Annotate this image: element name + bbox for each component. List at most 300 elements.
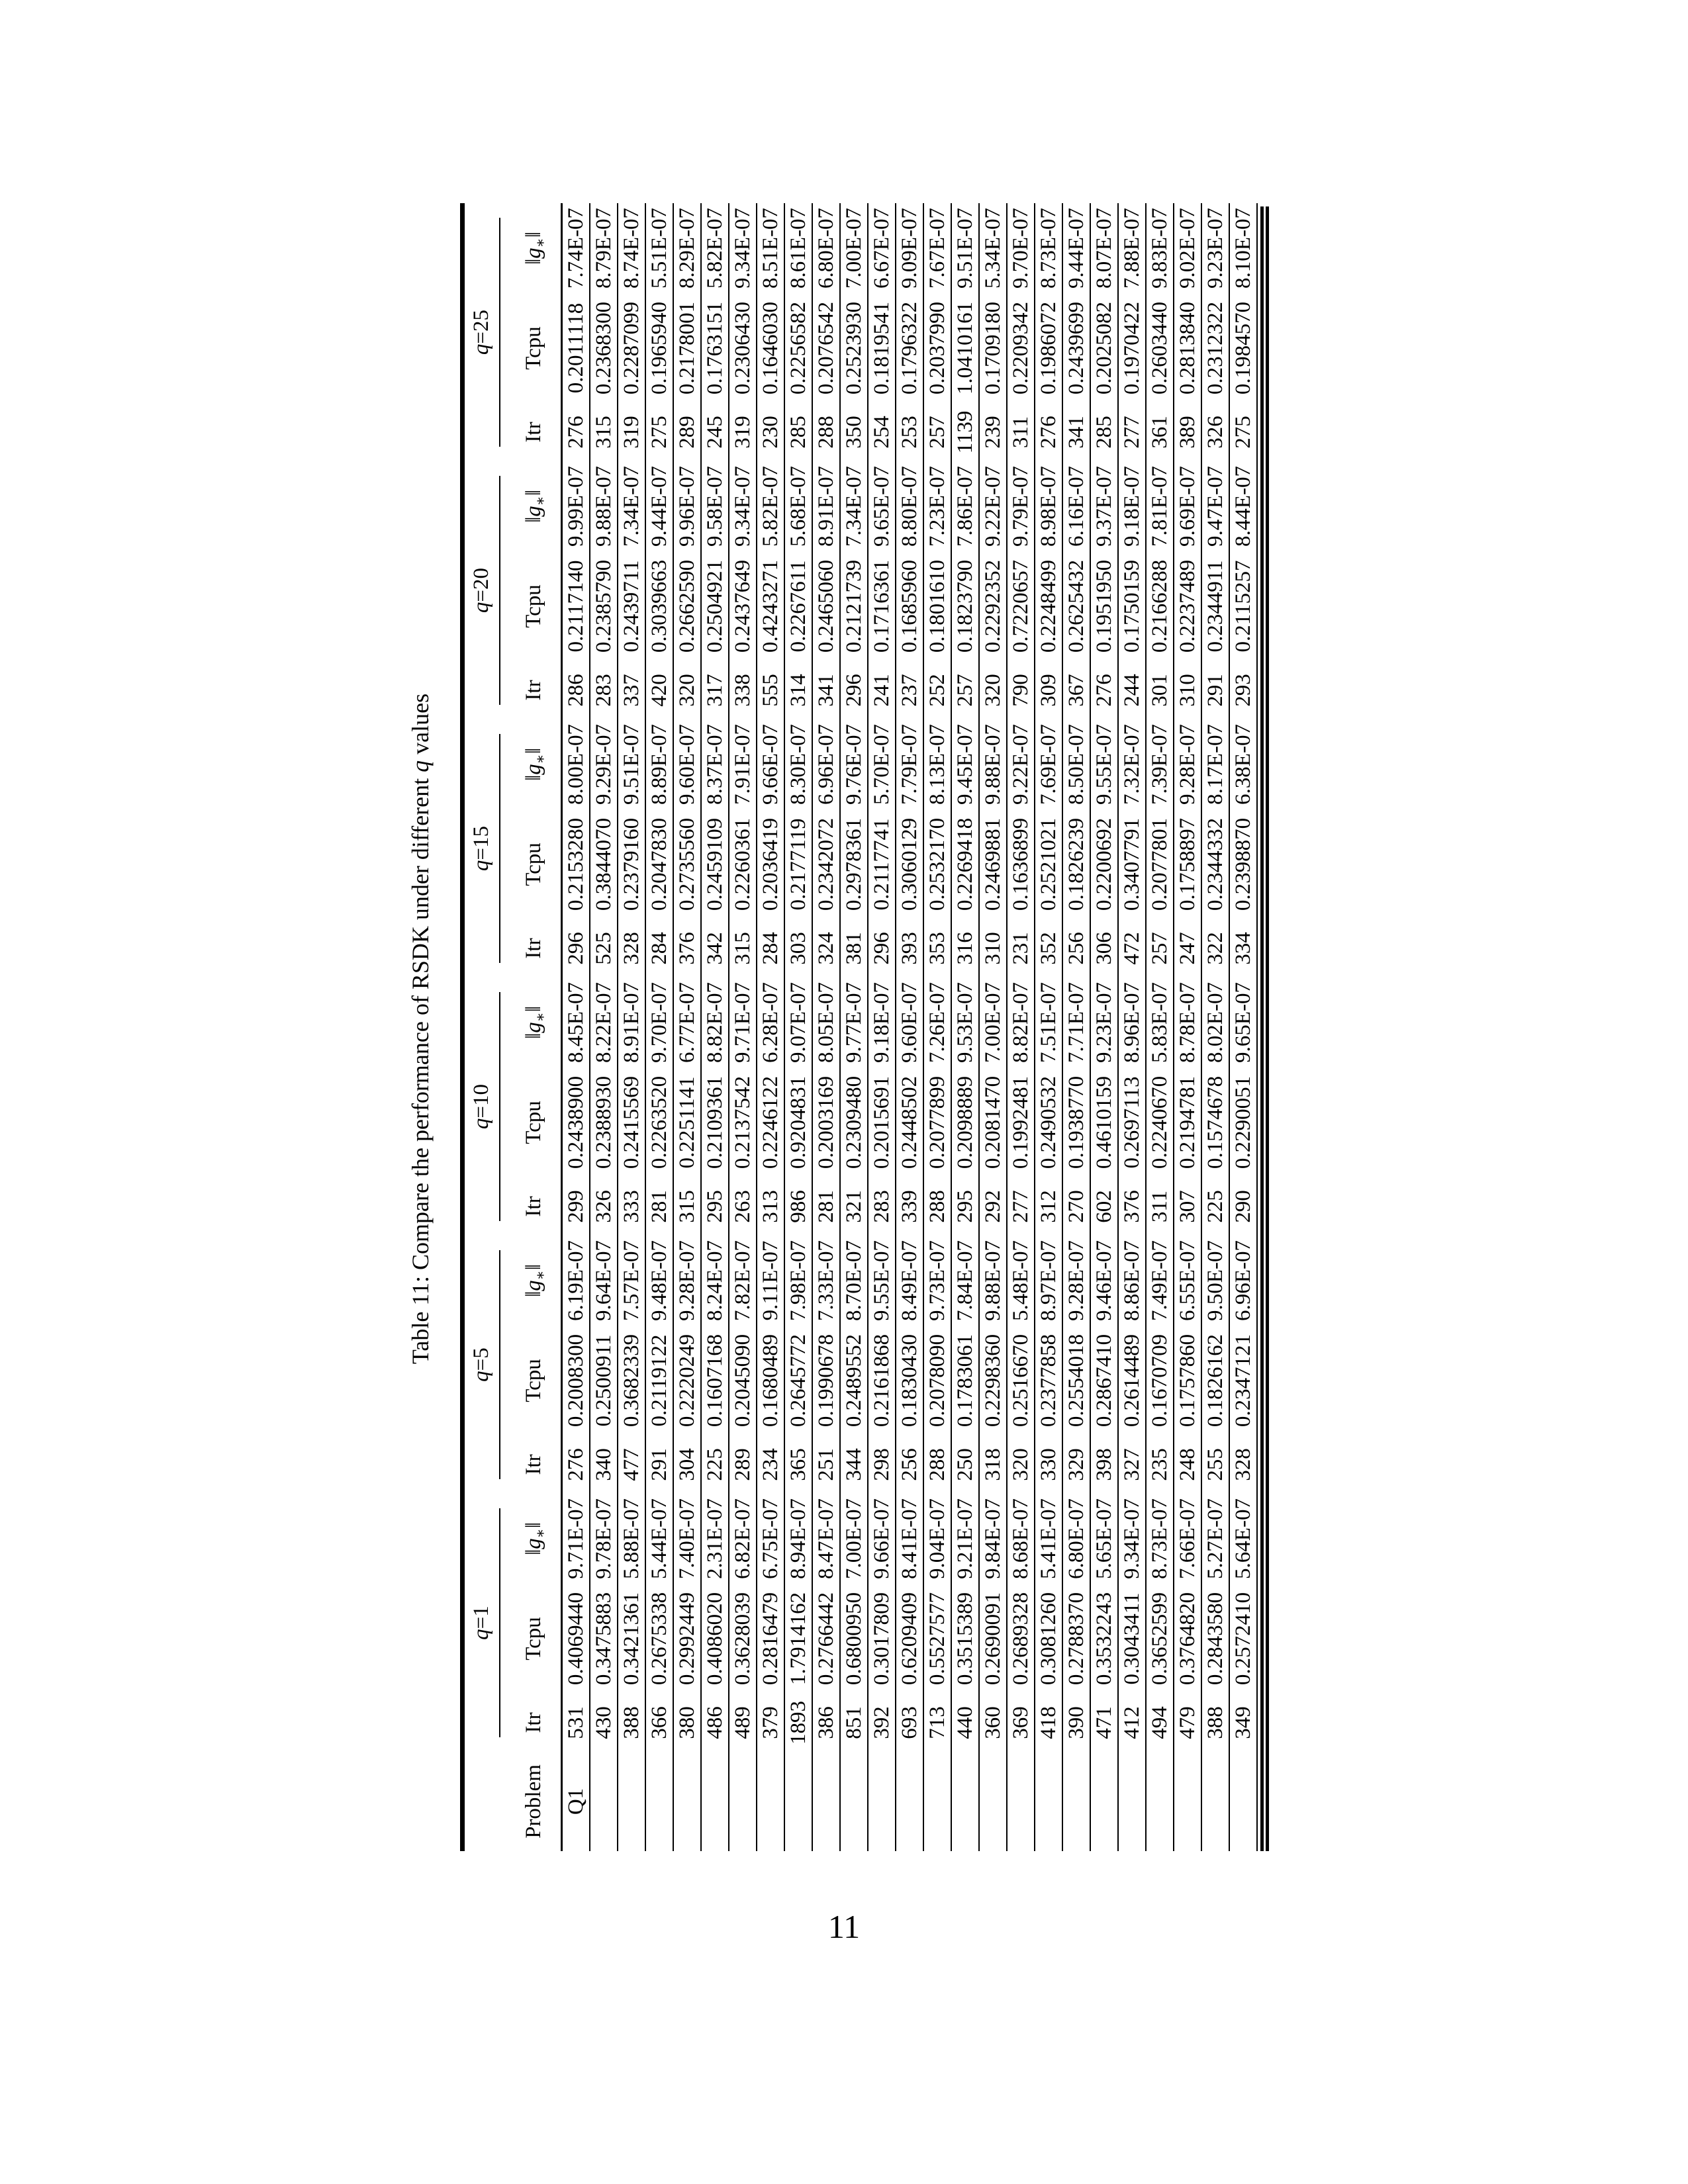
- itr-cell: 241: [868, 661, 896, 719]
- problem-cell: [1201, 1752, 1229, 1851]
- itr-cell: 386: [812, 1694, 840, 1752]
- itr-header: Itr: [500, 1177, 562, 1236]
- tcpu-cell: 0.2290051: [1229, 1068, 1257, 1177]
- gnorm-header: $‖g_∗‖$: [500, 719, 562, 809]
- gnorm-cell: 8.89E-07: [645, 719, 673, 809]
- itr-cell: 326: [590, 1177, 618, 1236]
- gnorm-cell: 9.28E-07: [1174, 719, 1201, 809]
- tcpu-cell: 0.1757860: [1174, 1326, 1201, 1435]
- tcpu-cell: 0.9204831: [784, 1068, 812, 1177]
- itr-cell: 290: [1229, 1177, 1257, 1236]
- gnorm-cell: 9.22E-07: [1007, 719, 1035, 809]
- itr-cell: 310: [1174, 661, 1201, 719]
- itr-cell: 276: [1090, 661, 1118, 719]
- itr-cell: 244: [1118, 661, 1146, 719]
- itr-cell: 299: [562, 1177, 590, 1236]
- table-row: [1118, 203, 1146, 1851]
- tcpu-cell: 0.2047830: [645, 809, 673, 919]
- group-header: [463, 461, 501, 719]
- problem-cell: [618, 1752, 645, 1851]
- table-row: [868, 203, 896, 1851]
- gnorm-cell: 7.66E-07: [1174, 1494, 1201, 1584]
- itr-cell: 986: [784, 1177, 812, 1236]
- gnorm-cell: 5.27E-07: [1201, 1494, 1229, 1584]
- caption-variable-q: q: [407, 760, 434, 772]
- tcpu-cell: 0.5527577: [923, 1584, 951, 1694]
- gnorm-cell: 8.30E-07: [784, 719, 812, 809]
- gnorm-cell: 8.98E-07: [1035, 461, 1062, 551]
- gnorm-cell: 8.94E-07: [784, 1494, 812, 1584]
- tcpu-cell: 0.2306430: [729, 293, 757, 403]
- itr-cell: 320: [673, 661, 701, 719]
- tcpu-cell: 0.4086020: [701, 1584, 729, 1694]
- gnorm-cell: 5.65E-07: [1090, 1494, 1118, 1584]
- tcpu-cell: 0.3515389: [951, 1584, 979, 1694]
- tcpu-cell: 0.1750159: [1118, 551, 1146, 661]
- gnorm-cell: 9.99E-07: [562, 461, 590, 551]
- gnorm-cell: 6.77E-07: [673, 978, 701, 1068]
- gnorm-cell: 9.96E-07: [673, 461, 701, 551]
- gnorm-cell: 9.50E-07: [1201, 1236, 1229, 1326]
- table-row: [701, 203, 729, 1851]
- tcpu-cell: 0.1636899: [1007, 809, 1035, 919]
- tcpu-cell: 0.3081260: [1035, 1584, 1062, 1694]
- itr-cell: 285: [1090, 403, 1118, 461]
- gnorm-cell: 5.41E-07: [1035, 1494, 1062, 1584]
- tcpu-cell: 0.3475883: [590, 1584, 618, 1694]
- tcpu-cell: 0.1801610: [923, 551, 951, 661]
- gnorm-cell: 9.71E-07: [562, 1494, 590, 1584]
- itr-cell: 245: [701, 403, 729, 461]
- tcpu-cell: 0.4069440: [562, 1584, 590, 1694]
- tcpu-cell: 0.1965940: [645, 293, 673, 403]
- itr-cell: 316: [951, 919, 979, 978]
- gnorm-cell: 7.57E-07: [618, 1236, 645, 1326]
- tcpu-cell: 0.2251141: [673, 1068, 701, 1177]
- gnorm-cell: 7.71E-07: [1062, 978, 1090, 1068]
- tcpu-cell: 0.2521021: [1035, 809, 1062, 919]
- itr-cell: 276: [1035, 403, 1062, 461]
- itr-cell: 315: [729, 919, 757, 978]
- problem-cell: [923, 1752, 951, 1851]
- itr-cell: 281: [812, 1177, 840, 1236]
- gnorm-cell: 8.73E-07: [1035, 203, 1062, 293]
- problem-cell: [1090, 1752, 1118, 1851]
- itr-cell: 257: [951, 661, 979, 719]
- tcpu-cell: 0.2379160: [618, 809, 645, 919]
- tcpu-cell: 0.2153280: [562, 809, 590, 919]
- itr-cell: 337: [618, 661, 645, 719]
- tcpu-cell: 0.2368300: [590, 293, 618, 403]
- tcpu-cell: 0.2015691: [868, 1068, 896, 1177]
- gnorm-cell: 8.07E-07: [1090, 203, 1118, 293]
- itr-cell: 420: [645, 661, 673, 719]
- tcpu-cell: 0.2813840: [1174, 293, 1201, 403]
- results-table: [460, 203, 1258, 1851]
- gnorm-cell: 9.48E-07: [645, 1236, 673, 1326]
- table-row: [673, 203, 701, 1851]
- tcpu-cell: 0.2438900: [562, 1068, 590, 1177]
- tcpu-cell: 0.2342072: [812, 809, 840, 919]
- gnorm-cell: 5.34E-07: [979, 203, 1007, 293]
- itr-cell: 307: [1174, 1177, 1201, 1236]
- gnorm-cell: 9.45E-07: [951, 719, 979, 809]
- tcpu-cell: 0.1951950: [1090, 551, 1118, 661]
- gnorm-cell: 8.82E-07: [1007, 978, 1035, 1068]
- gnorm-cell: 7.67E-07: [923, 203, 951, 293]
- tcpu-cell: 0.3039663: [645, 551, 673, 661]
- tcpu-cell: 0.2115257: [1229, 551, 1257, 661]
- gnorm-cell: 8.61E-07: [784, 203, 812, 293]
- bottom-rule-line-2: [1266, 206, 1269, 1851]
- tcpu-cell: 0.4243271: [757, 551, 784, 661]
- tcpu-cell: 0.2532170: [923, 809, 951, 919]
- itr-cell: 342: [701, 919, 729, 978]
- gnorm-cell: 8.82E-07: [701, 978, 729, 1068]
- gnorm-cell: 6.28E-07: [757, 978, 784, 1068]
- tcpu-cell: 0.2117140: [562, 551, 590, 661]
- problem-cell: [784, 1752, 812, 1851]
- table-row: [729, 203, 757, 1851]
- itr-cell: 311: [1146, 1177, 1174, 1236]
- tcpu-cell: 0.7220657: [1007, 551, 1035, 661]
- tcpu-cell: 0.1670709: [1146, 1326, 1174, 1435]
- tcpu-cell: 0.2178001: [673, 293, 701, 403]
- itr-cell: 321: [840, 1177, 868, 1236]
- itr-cell: 851: [840, 1694, 868, 1752]
- problem-cell: [729, 1752, 757, 1851]
- tcpu-cell: 0.2377858: [1035, 1326, 1062, 1435]
- tcpu-cell: 0.2388930: [590, 1068, 618, 1177]
- gnorm-cell: 5.68E-07: [784, 461, 812, 551]
- sideways-table-block: [406, 206, 1269, 1851]
- tcpu-cell: 0.4610159: [1090, 1068, 1118, 1177]
- tcpu-cell: 0.3764820: [1174, 1584, 1201, 1694]
- gnorm-cell: 9.23E-07: [1090, 978, 1118, 1068]
- tcpu-cell: 0.2161868: [868, 1326, 896, 1435]
- itr-cell: 388: [1201, 1694, 1229, 1752]
- gnorm-cell: 8.45E-07: [562, 978, 590, 1068]
- tcpu-cell: 0.6209409: [896, 1584, 923, 1694]
- itr-cell: 327: [1118, 1435, 1146, 1494]
- tcpu-cell: 0.2415569: [618, 1068, 645, 1177]
- gnorm-header: $‖g_∗‖$: [500, 1236, 562, 1326]
- itr-cell: 319: [729, 403, 757, 461]
- gnorm-cell: 9.28E-07: [1062, 1236, 1090, 1326]
- group-label: q=1: [467, 1508, 500, 1737]
- itr-cell: 318: [979, 1435, 1007, 1494]
- tcpu-cell: 0.2398870: [1229, 809, 1257, 919]
- tcpu-cell: 0.2011118: [562, 293, 590, 403]
- itr-cell: 494: [1146, 1694, 1174, 1752]
- itr-cell: 237: [896, 661, 923, 719]
- itr-cell: 315: [673, 1177, 701, 1236]
- tcpu-cell: 0.3652599: [1146, 1584, 1174, 1694]
- itr-cell: 418: [1035, 1694, 1062, 1752]
- tcpu-cell: 0.2077801: [1146, 809, 1174, 919]
- gnorm-cell: 7.00E-07: [979, 978, 1007, 1068]
- gnorm-cell: 8.17E-07: [1201, 719, 1229, 809]
- table-row: [1062, 203, 1090, 1851]
- problem-cell: [979, 1752, 1007, 1851]
- gnorm-cell: 7.81E-07: [1146, 461, 1174, 551]
- tcpu-cell: 0.2437649: [729, 551, 757, 661]
- table-row: [1090, 203, 1118, 1851]
- itr-cell: 288: [923, 1435, 951, 1494]
- tcpu-cell: 0.2037990: [923, 293, 951, 403]
- tcpu-cell: 0.2078090: [923, 1326, 951, 1435]
- gnorm-cell: 9.09E-07: [896, 203, 923, 293]
- gnorm-cell: 9.23E-07: [1201, 203, 1229, 293]
- itr-cell: 304: [673, 1435, 701, 1494]
- caption-text-before: Table 11: Compare the performance of RSDK under different: [407, 772, 434, 1365]
- tcpu-cell: 0.2298360: [979, 1326, 1007, 1435]
- itr-cell: 1893: [784, 1694, 812, 1752]
- gnorm-cell: 7.34E-07: [840, 461, 868, 551]
- tcpu-cell: 0.2645772: [784, 1326, 812, 1435]
- itr-cell: 713: [923, 1694, 951, 1752]
- gnorm-cell: 9.47E-07: [1201, 461, 1229, 551]
- tcpu-cell: 0.2469881: [979, 809, 1007, 919]
- gnorm-cell: 2.31E-07: [701, 1494, 729, 1584]
- itr-cell: 295: [951, 1177, 979, 1236]
- itr-cell: 393: [896, 919, 923, 978]
- itr-header: Itr: [500, 1694, 562, 1752]
- itr-cell: 376: [673, 919, 701, 978]
- itr-cell: 309: [1035, 661, 1062, 719]
- itr-cell: 398: [1090, 1435, 1118, 1494]
- tcpu-cell: 0.1984570: [1229, 293, 1257, 403]
- gnorm-cell: 7.40E-07: [673, 1494, 701, 1584]
- tcpu-cell: 0.2439711: [618, 551, 645, 661]
- itr-cell: 288: [812, 403, 840, 461]
- gnorm-cell: 7.88E-07: [1118, 203, 1146, 293]
- gnorm-cell: 8.97E-07: [1035, 1236, 1062, 1326]
- tcpu-cell: 0.2121739: [840, 551, 868, 661]
- problem-cell: [840, 1752, 868, 1851]
- tcpu-cell: 0.2788370: [1062, 1584, 1090, 1694]
- gnorm-cell: 9.29E-07: [590, 719, 618, 809]
- gnorm-cell: 7.79E-07: [896, 719, 923, 809]
- itr-cell: 380: [673, 1694, 701, 1752]
- tcpu-cell: 0.2081470: [979, 1068, 1007, 1177]
- itr-cell: 230: [757, 403, 784, 461]
- gnorm-cell: 6.80E-07: [1062, 1494, 1090, 1584]
- itr-cell: 486: [701, 1694, 729, 1752]
- gnorm-cell: 8.24E-07: [701, 1236, 729, 1326]
- gnorm-cell: 6.55E-07: [1174, 1236, 1201, 1326]
- problem-cell: [812, 1752, 840, 1851]
- tcpu-cell: 0.3628039: [729, 1584, 757, 1694]
- itr-cell: 361: [1146, 403, 1174, 461]
- gnorm-cell: 9.07E-07: [784, 978, 812, 1068]
- gnorm-cell: 7.51E-07: [1035, 978, 1062, 1068]
- itr-cell: 388: [618, 1694, 645, 1752]
- tcpu-cell: 0.2137542: [729, 1068, 757, 1177]
- gnorm-cell: 6.67E-07: [868, 203, 896, 293]
- itr-cell: 317: [701, 661, 729, 719]
- gnorm-cell: 7.49E-07: [1146, 1236, 1174, 1326]
- group-label: q=5: [467, 1250, 500, 1479]
- gnorm-cell: 9.79E-07: [1007, 461, 1035, 551]
- gnorm-cell: 7.23E-07: [923, 461, 951, 551]
- itr-header: Itr: [500, 919, 562, 978]
- group-header: [463, 719, 501, 978]
- itr-cell: 379: [757, 1694, 784, 1752]
- gnorm-cell: 7.74E-07: [562, 203, 590, 293]
- itr-cell: 275: [645, 403, 673, 461]
- group-header: [463, 978, 501, 1236]
- itr-cell: 289: [729, 1435, 757, 1494]
- gnorm-cell: 6.96E-07: [1229, 1236, 1257, 1326]
- gnorm-cell: 8.47E-07: [812, 1494, 840, 1584]
- problem-cell: [868, 1752, 896, 1851]
- gnorm-cell: 9.64E-07: [590, 1236, 618, 1326]
- itr-cell: 489: [729, 1694, 757, 1752]
- itr-cell: 333: [618, 1177, 645, 1236]
- tcpu-cell: 0.1830430: [896, 1326, 923, 1435]
- itr-cell: 340: [590, 1435, 618, 1494]
- tcpu-cell: 0.2867410: [1090, 1326, 1118, 1435]
- tcpu-cell: 0.2209342: [1007, 293, 1035, 403]
- itr-cell: 430: [590, 1694, 618, 1752]
- itr-cell: 276: [562, 1435, 590, 1494]
- caption-text-after: values: [407, 693, 434, 760]
- tcpu-cell: 0.1680489: [757, 1326, 784, 1435]
- problem-cell: [645, 1752, 673, 1851]
- problem-cell: [1118, 1752, 1146, 1851]
- table-row: [590, 203, 618, 1851]
- tcpu-header: Tcpu: [500, 293, 562, 403]
- gnorm-cell: 9.21E-07: [951, 1494, 979, 1584]
- tcpu-cell: 0.1986072: [1035, 293, 1062, 403]
- gnorm-cell: 9.51E-07: [951, 203, 979, 293]
- tcpu-cell: 0.1607168: [701, 1326, 729, 1435]
- table-row: [757, 203, 784, 1851]
- group-header: [463, 203, 501, 461]
- table-row: [979, 203, 1007, 1851]
- gnorm-cell: 8.86E-07: [1118, 1236, 1146, 1326]
- itr-cell: 284: [757, 919, 784, 978]
- tcpu-cell: 0.1758897: [1174, 809, 1201, 919]
- itr-cell: 313: [757, 1177, 784, 1236]
- itr-cell: 293: [1229, 661, 1257, 719]
- itr-cell: 253: [896, 403, 923, 461]
- gnorm-cell: 9.11E-07: [757, 1236, 784, 1326]
- tcpu-cell: 0.2490532: [1035, 1068, 1062, 1177]
- itr-cell: 263: [729, 1177, 757, 1236]
- tcpu-cell: 0.1823790: [951, 551, 979, 661]
- gnorm-cell: 5.88E-07: [618, 1494, 645, 1584]
- itr-cell: 477: [618, 1435, 645, 1494]
- tcpu-header: Tcpu: [500, 809, 562, 919]
- problem-cell: [896, 1752, 923, 1851]
- group-header: [463, 1494, 501, 1752]
- gnorm-cell: 8.80E-07: [896, 461, 923, 551]
- gnorm-cell: 9.73E-07: [923, 1236, 951, 1326]
- itr-cell: 285: [784, 403, 812, 461]
- tcpu-cell: 0.2992449: [673, 1584, 701, 1694]
- gnorm-cell: 9.22E-07: [979, 461, 1007, 551]
- itr-cell: 283: [590, 661, 618, 719]
- tcpu-cell: 0.2292352: [979, 551, 1007, 661]
- problem-cell: Q1: [562, 1752, 590, 1851]
- tcpu-cell: 0.2843580: [1201, 1584, 1229, 1694]
- tcpu-cell: 0.1685960: [896, 551, 923, 661]
- gnorm-cell: 9.78E-07: [590, 1494, 618, 1584]
- table-head: [463, 203, 562, 1851]
- tcpu-cell: 0.2240670: [1146, 1068, 1174, 1177]
- itr-cell: 322: [1201, 919, 1229, 978]
- itr-cell: 270: [1062, 1177, 1090, 1236]
- gnorm-cell: 9.04E-07: [923, 1494, 951, 1584]
- gnorm-cell: 8.50E-07: [1062, 719, 1090, 809]
- gnorm-cell: 8.44E-07: [1229, 461, 1257, 551]
- tcpu-cell: 0.2439699: [1062, 293, 1090, 403]
- itr-cell: 389: [1174, 403, 1201, 461]
- itr-cell: 365: [784, 1435, 812, 1494]
- tcpu-cell: 0.2077899: [923, 1068, 951, 1177]
- gnorm-cell: 8.73E-07: [1146, 1494, 1174, 1584]
- tcpu-cell: 0.2816479: [757, 1584, 784, 1694]
- tcpu-cell: 1.7914162: [784, 1584, 812, 1694]
- tcpu-cell: 0.2662590: [673, 551, 701, 661]
- gnorm-cell: 5.64E-07: [1229, 1494, 1257, 1584]
- itr-cell: 281: [645, 1177, 673, 1236]
- gnorm-cell: 9.37E-07: [1090, 461, 1118, 551]
- tcpu-header: Tcpu: [500, 1068, 562, 1177]
- tcpu-cell: 0.2344911: [1201, 551, 1229, 661]
- tcpu-cell: 0.6800950: [840, 1584, 868, 1694]
- gnorm-cell: 5.70E-07: [868, 719, 896, 809]
- itr-cell: 366: [645, 1694, 673, 1752]
- itr-cell: 289: [673, 403, 701, 461]
- group-label: q=15: [467, 734, 500, 963]
- itr-cell: 693: [896, 1694, 923, 1752]
- problem-cell: [1146, 1752, 1174, 1851]
- gnorm-cell: 9.28E-07: [673, 1236, 701, 1326]
- itr-cell: 310: [979, 919, 1007, 978]
- gnorm-cell: 6.80E-07: [812, 203, 840, 293]
- gnorm-cell: 9.66E-07: [868, 1494, 896, 1584]
- group-header-row: [463, 203, 501, 1851]
- tcpu-cell: 0.2025082: [1090, 293, 1118, 403]
- itr-cell: 392: [868, 1694, 896, 1752]
- tcpu-cell: 0.3043411: [1118, 1584, 1146, 1694]
- itr-cell: 1139: [951, 403, 979, 461]
- gnorm-cell: 7.84E-07: [951, 1236, 979, 1326]
- table-row: [618, 203, 645, 1851]
- tcpu-cell: 0.2766442: [812, 1584, 840, 1694]
- group-label: q=20: [467, 476, 500, 705]
- tcpu-cell: 0.1763151: [701, 293, 729, 403]
- gnorm-cell: 9.55E-07: [1090, 719, 1118, 809]
- table-row: [1174, 203, 1201, 1851]
- itr-cell: 326: [1201, 403, 1229, 461]
- itr-cell: 334: [1229, 919, 1257, 978]
- table-row: [812, 203, 840, 1851]
- gnorm-cell: 8.70E-07: [840, 1236, 868, 1326]
- tcpu-cell: 0.2263520: [645, 1068, 673, 1177]
- gnorm-cell: 8.29E-07: [673, 203, 701, 293]
- gnorm-cell: 8.00E-07: [562, 719, 590, 809]
- tcpu-cell: 0.3017809: [868, 1584, 896, 1694]
- gnorm-cell: 7.34E-07: [618, 461, 645, 551]
- gnorm-cell: 8.74E-07: [618, 203, 645, 293]
- gnorm-cell: 7.32E-07: [1118, 719, 1146, 809]
- gnorm-cell: 5.48E-07: [1007, 1236, 1035, 1326]
- tcpu-cell: 0.1938770: [1062, 1068, 1090, 1177]
